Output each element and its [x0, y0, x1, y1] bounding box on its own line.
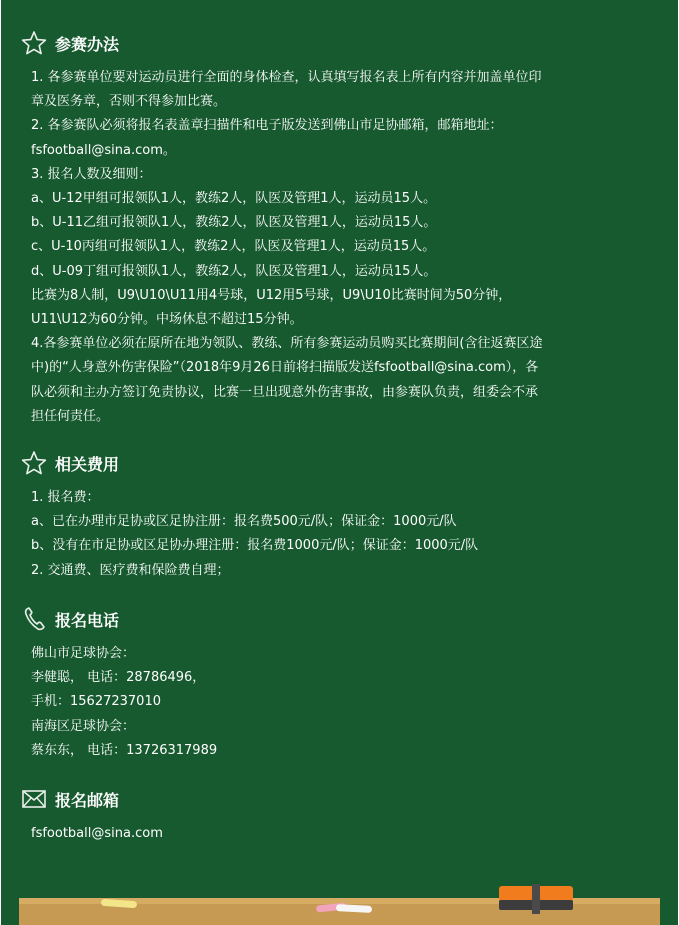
- rules-line: 4.各参赛单位必须在原所在地为领队、教练、所有参赛运动员购买比赛期间(含往返赛区途: [31, 336, 543, 352]
- rules-line: 3. 报名人数及细则：: [31, 166, 152, 182]
- rules-line: 中)的“人身意外伤害保险”（2018年9月26日前将扫描版发送fsfootball@sina.com），各: [31, 360, 539, 376]
- rules-title: 参赛办法: [55, 34, 120, 54]
- white-chalk-icon: [336, 904, 372, 913]
- star-icon: [21, 30, 47, 56]
- tray-decorations: [1, 870, 678, 925]
- phone-title: 报名电话: [55, 610, 120, 630]
- rules-line: 队必须和主办方签订免责协议，比赛一旦出现意外伤害事故，由参赛队负责，组委会不承: [31, 384, 539, 400]
- fees-content: [21, 486, 658, 583]
- fees-heading: [21, 450, 658, 476]
- phone-content: [21, 642, 658, 763]
- eraser-icon: [499, 884, 573, 914]
- rules-line: 章及医务章，否则不得参加比赛。: [31, 94, 227, 110]
- fees-title: 相关费用: [55, 454, 120, 474]
- phone-icon: [21, 606, 47, 632]
- rules-line: U11\U12为60分钟。中场休息不超过15分钟。: [31, 312, 303, 328]
- fees-line: b、没有在市足协或区足协办理注册：报名费1000元/队；保证金：1000元/队: [31, 538, 479, 554]
- phone-line: 蔡东东， 电话：13726317989: [31, 742, 218, 758]
- rules-line: 比赛为8人制，U9\U10\U11用4号球，U12用5号球，U9\U10比赛时间为50分钟，: [31, 287, 512, 303]
- phone-line: 南海区足球协会：: [31, 718, 136, 734]
- email-content: [21, 822, 658, 846]
- email-title: 报名邮箱: [55, 790, 120, 810]
- phone-section: [21, 606, 658, 763]
- chalkboard: [1, 0, 678, 925]
- star-icon: [21, 450, 47, 476]
- rules-section: [21, 30, 658, 429]
- rules-line: b、U-11乙组可报领队1人，教练2人，队医及管理1人，运动员15人。: [31, 215, 437, 231]
- rules-line: c、U-10丙组可报领队1人，教练2人，队医及管理1人，运动员15人。: [31, 239, 436, 255]
- email-section: [21, 786, 658, 846]
- rules-line: 1. 各参赛单位要对运动员进行全面的身体检查，认真填写报名表上所有内容并加盖单位印: [31, 70, 542, 85]
- fees-line: 1. 报名费：: [31, 490, 100, 505]
- email-heading: [21, 786, 658, 812]
- rules-line: a、U-12甲组可报领队1人，教练2人，队医及管理1人，运动员15人。: [31, 191, 437, 207]
- phone-line: 佛山市足球协会：: [31, 646, 136, 661]
- rules-line: fsfootball@sina.com。: [31, 142, 176, 158]
- fees-section: [21, 450, 658, 583]
- yellow-chalk-icon: [101, 899, 137, 908]
- rules-line: 2. 各参赛队必须将报名表盖章扫描件和电子版发送到佛山市足协邮箱，邮箱地址：: [31, 118, 503, 134]
- rules-line: d、U-09丁组可报领队1人，教练2人，队医及管理1人，运动员15人。: [31, 263, 437, 279]
- rules-heading: [21, 30, 658, 56]
- envelope-icon: [21, 786, 47, 812]
- fees-line: a、已在办理市足协或区足协注册：报名费500元/队；保证金：1000元/队: [31, 514, 457, 530]
- phone-line: 李健聪， 电话：28786496，: [31, 670, 206, 686]
- phone-heading: [21, 606, 658, 632]
- fees-line: 2. 交通费、医疗费和保险费自理；: [31, 562, 230, 578]
- rules-content: [21, 66, 658, 429]
- phone-line: 手机：15627237010: [31, 694, 161, 710]
- email-address: fsfootball@sina.com: [31, 826, 163, 841]
- rules-line: 担任何责任。: [31, 408, 110, 424]
